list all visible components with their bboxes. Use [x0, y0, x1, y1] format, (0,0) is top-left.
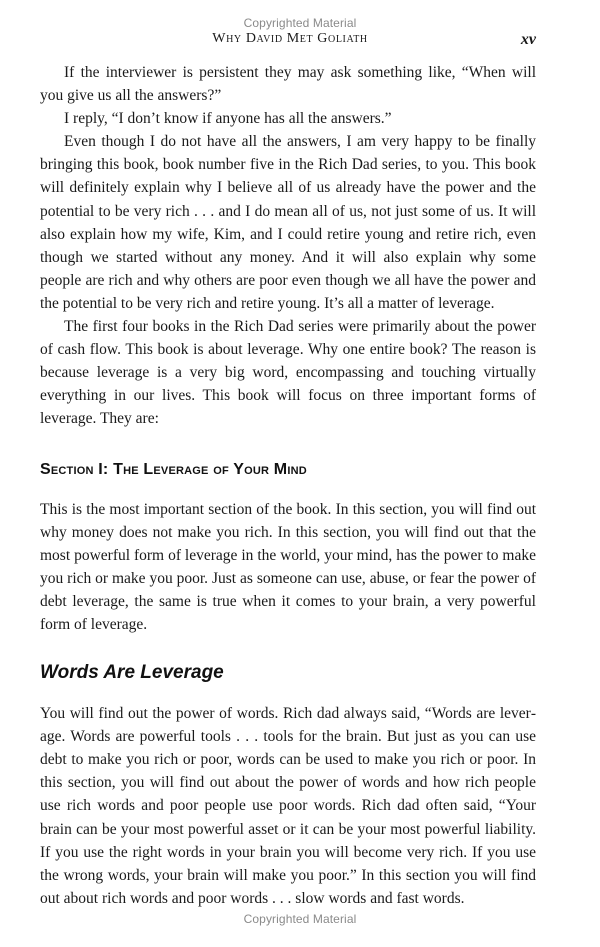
paragraph-section-one: This is the most important section of the book. In this section, you will find out why money does not make you rich. In this section, you will find out that the most powerful form of leverage in the world, your mind, has the power to make you rich or make you poor. Just as someone can use, abuse, or fear the power of debt leverage, the same is true when it comes to your brain, a very powerful form of leverage. — [40, 500, 536, 633]
paragraph-reply: I reply, “I don’t know if anyone has all the answers.” — [64, 110, 392, 128]
running-title: Why David Met Goliath — [212, 31, 368, 46]
page-body — [40, 61, 536, 910]
paragraph-answers: Even though I do not have all the answers, I am very happy to be finally bringing this book, book number five in the Rich Dad series, to you. This book will definitely explain why I believe all of us already have the power and the potential to be very rich . . . and I do mean all of us, not just some of us. It will also explain how my wife, Kim, and I could retire young and retire rich, even though we started without any money. And it will also explain why some people are rich and why others are poor even though we all have the power and the potential to be very rich and retire young. It’s all a matter of leverage. — [40, 133, 536, 312]
running-header — [0, 31, 600, 51]
sub-heading: Words Are Leverage — [40, 662, 224, 684]
section-heading: Section I: The Leverage of Your Mind — [40, 460, 307, 478]
copyright-watermark-top: Copyrighted Material — [243, 16, 357, 30]
paragraph-first-four-books: The first four books in the Rich Dad series were primarily about the power of cash flow. This book is about leverage. Why one entire book? The reason is because leverage is a very big word, encompassing and touching virtually everything in our lives. This book will focus on three important forms of leverage. They are: — [40, 318, 536, 428]
page-number: xv — [520, 31, 536, 48]
copyright-watermark-bottom: Copyrighted Material — [243, 912, 357, 926]
paragraph-words-leverage: You will find out the power of words. Rich dad always said, “Words are leverage. Words are powerful tools . . . tools for the brain. But just as you can use debt to make you rich or poor, words can be used to make you rich or poor. In this section, you will find out about the power of words and how rich people use rich words and poor people use poor words. Rich dad often said, “Your brain can be your most powerful asset or it can be your most powerful liability. If you use the right words in your brain you will become very rich. If you use the wrong words, your brain will make you poor.” In this section you will find out about rich words and poor words . . . slow words and fast words. — [40, 705, 536, 907]
paragraph-interviewer: If the interviewer is persistent they may ask something like, “When will you give us all the answers?” — [40, 64, 536, 105]
